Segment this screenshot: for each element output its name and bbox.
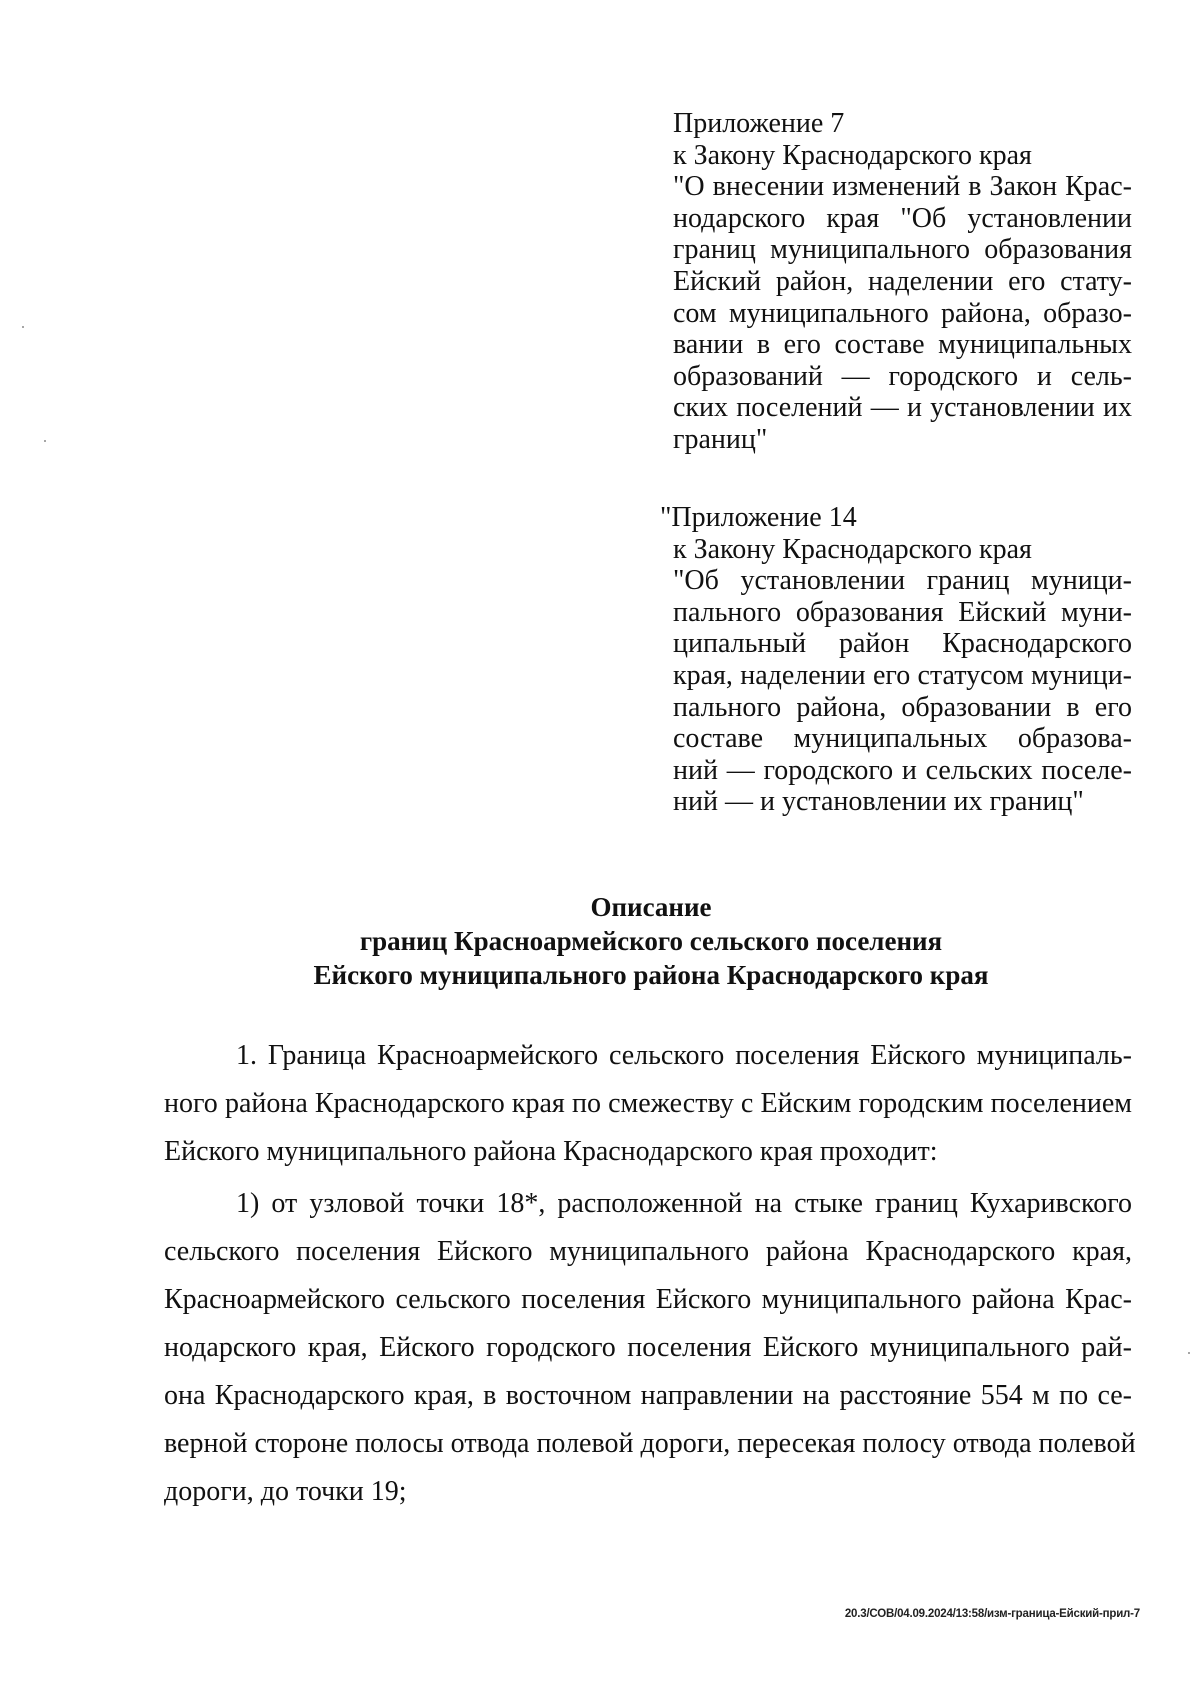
annex-14-header (660, 502, 1132, 818)
paragraph-2 (164, 1180, 1136, 1516)
annex-7-line: Приложение 7 (673, 108, 845, 139)
paragraph-line: она Краснодарского края, в восточном направлении на расстояние 554 м по се- (164, 1380, 1132, 1411)
annex-14-line: ний — и установлении их границ" (673, 786, 1084, 818)
title-line: Ейского муниципального района Краснодарского края (313, 960, 989, 990)
document-footer-stamp: 20.3/СОВ/04.09.2024/13:58/изм-граница-Ейский-прил-7 (844, 1608, 1140, 1620)
paragraph-line: нодарского края, Ейского городского поселения Ейского муниципального рай- (164, 1332, 1132, 1363)
title-line: Описание (590, 892, 712, 922)
annex-14-line: к Закону Краснодарского края (673, 533, 1032, 565)
annex-14-line: края, наделении его статусом муници- (673, 659, 1132, 691)
annex-7-line: к Закону Краснодарского края (673, 139, 1032, 171)
annex-14-line: пального образования Ейский муни- (673, 596, 1132, 628)
annex-7-line: границ" (673, 423, 768, 455)
paragraph-line: 1. Граница Красноармейского сельского поселения Ейского муниципаль- (236, 1040, 1132, 1071)
annex-7-line: "О внесении изменений в Закон Крас- (673, 171, 1132, 203)
annex-7-line: вании в его составе муниципальных (673, 329, 1132, 361)
scan-speck (1188, 1352, 1190, 1354)
document-title (160, 890, 1142, 992)
annex-7-line: Ейский район, наделении его стату- (673, 265, 1132, 297)
annex-7-line: границ муниципального образования (673, 234, 1132, 266)
annex-14-line: "Об установлении границ муници- (673, 565, 1132, 597)
annex-7-line: сом муниципального района, образо- (673, 297, 1132, 329)
annex-14-line: ципальный район Краснодарского (673, 628, 1132, 660)
paragraph-line: дороги, до точки 19; (164, 1476, 407, 1507)
scan-speck (22, 326, 24, 328)
paragraph-line: сельского поселения Ейского муниципального района Краснодарского края, (164, 1236, 1132, 1267)
annex-7-line: нодарского края "Об установлении (673, 202, 1132, 234)
paragraph-1 (164, 1032, 1132, 1176)
annex-14-line: "Приложение 14 (660, 502, 857, 533)
annex-14-line: ний — городского и сельских поселе- (673, 754, 1132, 786)
paragraph-line: ного района Краснодарского края по смежеству с Ейским городским поселением (164, 1088, 1132, 1119)
paragraph-line: Ейского муниципального района Краснодарского края проходит: (164, 1136, 938, 1167)
paragraph-line: Красноармейского сельского поселения Ейского муниципального района Крас- (164, 1284, 1132, 1315)
title-line: границ Красноармейского сельского поселения (359, 926, 943, 956)
paragraph-line: верной стороне полосы отвода полевой дороги, пересекая полосу отвода полевой (164, 1428, 1136, 1459)
annex-7-header (673, 108, 1132, 456)
annex-7-line: образований — городского и сель- (673, 360, 1132, 392)
annex-14-line: составе муниципальных образова- (673, 723, 1132, 755)
paragraph-line: 1) от узловой точки 18*, расположенной на стыке границ Кухаривского (236, 1188, 1132, 1219)
annex-14-line: пального района, образовании в его (673, 691, 1132, 723)
scan-speck (44, 440, 46, 442)
annex-7-line: ских поселений — и установлении их (673, 392, 1132, 424)
